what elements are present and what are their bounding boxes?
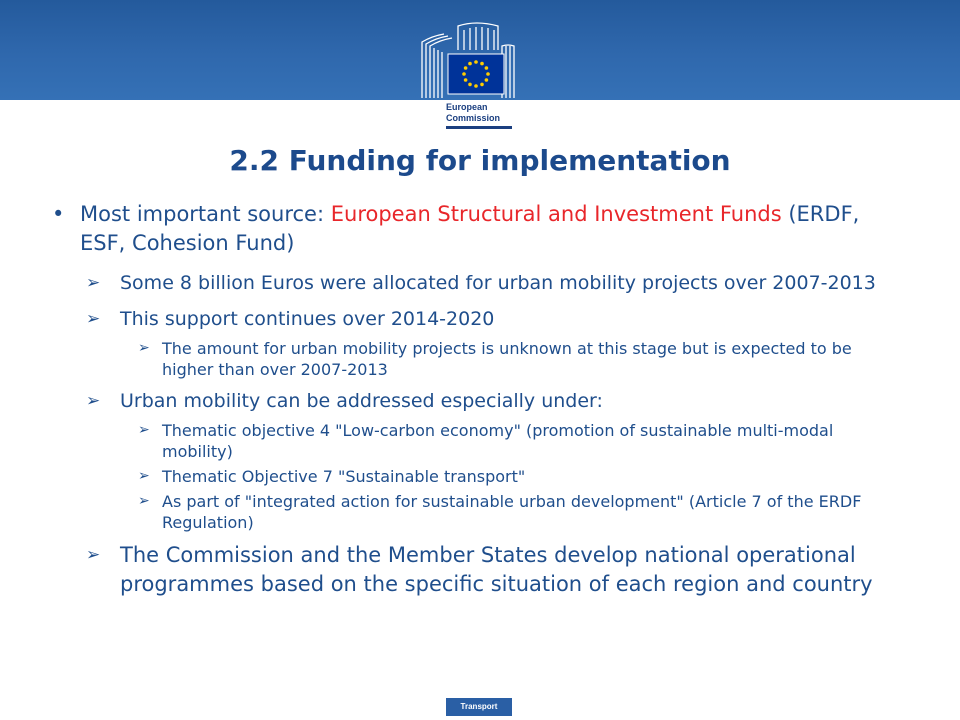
arrow-bullet-icon: ➢ bbox=[138, 340, 150, 356]
arrow-bullet-icon: ➢ bbox=[86, 273, 101, 293]
arrow-bullet-icon: ➢ bbox=[138, 422, 150, 438]
sub-item-text: Urban mobility can be addressed especially under: bbox=[120, 390, 603, 412]
bullet-suffix: (ERDF, ESF, Cohesion Fund) bbox=[80, 202, 860, 255]
logo-line-1: European bbox=[446, 102, 488, 112]
sub-item-addressed bbox=[48, 388, 908, 414]
sub-item-programmes bbox=[48, 541, 908, 599]
sub-sub-item-to7 bbox=[48, 466, 908, 487]
sub-item-text: The Commission and the Member States develop national operational programmes based on the specific situation of each region and country bbox=[120, 543, 873, 596]
logo-underline bbox=[446, 126, 512, 129]
sub-sub-item-text: As part of "integrated action for sustainable urban development" (Article 7 of the ERDF Regulation) bbox=[162, 492, 862, 532]
bullet-highlight: European Structural and Investment Funds bbox=[330, 202, 782, 226]
arrow-bullet-icon: ➢ bbox=[86, 391, 101, 411]
sub-item-allocation bbox=[48, 270, 908, 296]
logo-wordmark bbox=[446, 102, 526, 124]
arrow-bullet-icon: ➢ bbox=[138, 493, 150, 509]
bullet-icon: • bbox=[52, 202, 65, 226]
sub-sub-item-text: Thematic objective 4 "Low-carbon economy" (promotion of sustainable multi-modal mobility) bbox=[162, 421, 834, 461]
sub-sub-item-text: The amount for urban mobility projects is unknown at this stage but is expected to be higher than over 2007-2013 bbox=[162, 339, 852, 379]
sub-sub-item-text: Thematic Objective 7 "Sustainable transport" bbox=[162, 467, 526, 486]
eu-flag-icon bbox=[448, 54, 504, 94]
bullet-main-source bbox=[48, 200, 908, 258]
sub-item-text: This support continues over 2014-2020 bbox=[120, 308, 495, 330]
arrow-bullet-icon: ➢ bbox=[86, 309, 101, 329]
logo-line-2: Commission bbox=[446, 113, 501, 123]
arrow-bullet-icon: ➢ bbox=[86, 545, 101, 565]
page-title: 2.2 Funding for implementation bbox=[229, 144, 731, 177]
bullet-prefix: Most important source: bbox=[80, 202, 331, 226]
sub-sub-item-to4 bbox=[48, 420, 908, 462]
sub-item-text: Some 8 billion Euros were allocated for urban mobility projects over 2007-2013 bbox=[120, 272, 876, 294]
sub-sub-item-amount bbox=[48, 338, 908, 380]
slide-content bbox=[48, 200, 908, 609]
arrow-bullet-icon: ➢ bbox=[138, 468, 150, 484]
berlaymont-building-icon bbox=[418, 20, 518, 100]
sub-sub-item-integrated bbox=[48, 491, 908, 533]
sub-item-continuation bbox=[48, 306, 908, 332]
footer-transport-tag: Transport bbox=[446, 698, 512, 716]
